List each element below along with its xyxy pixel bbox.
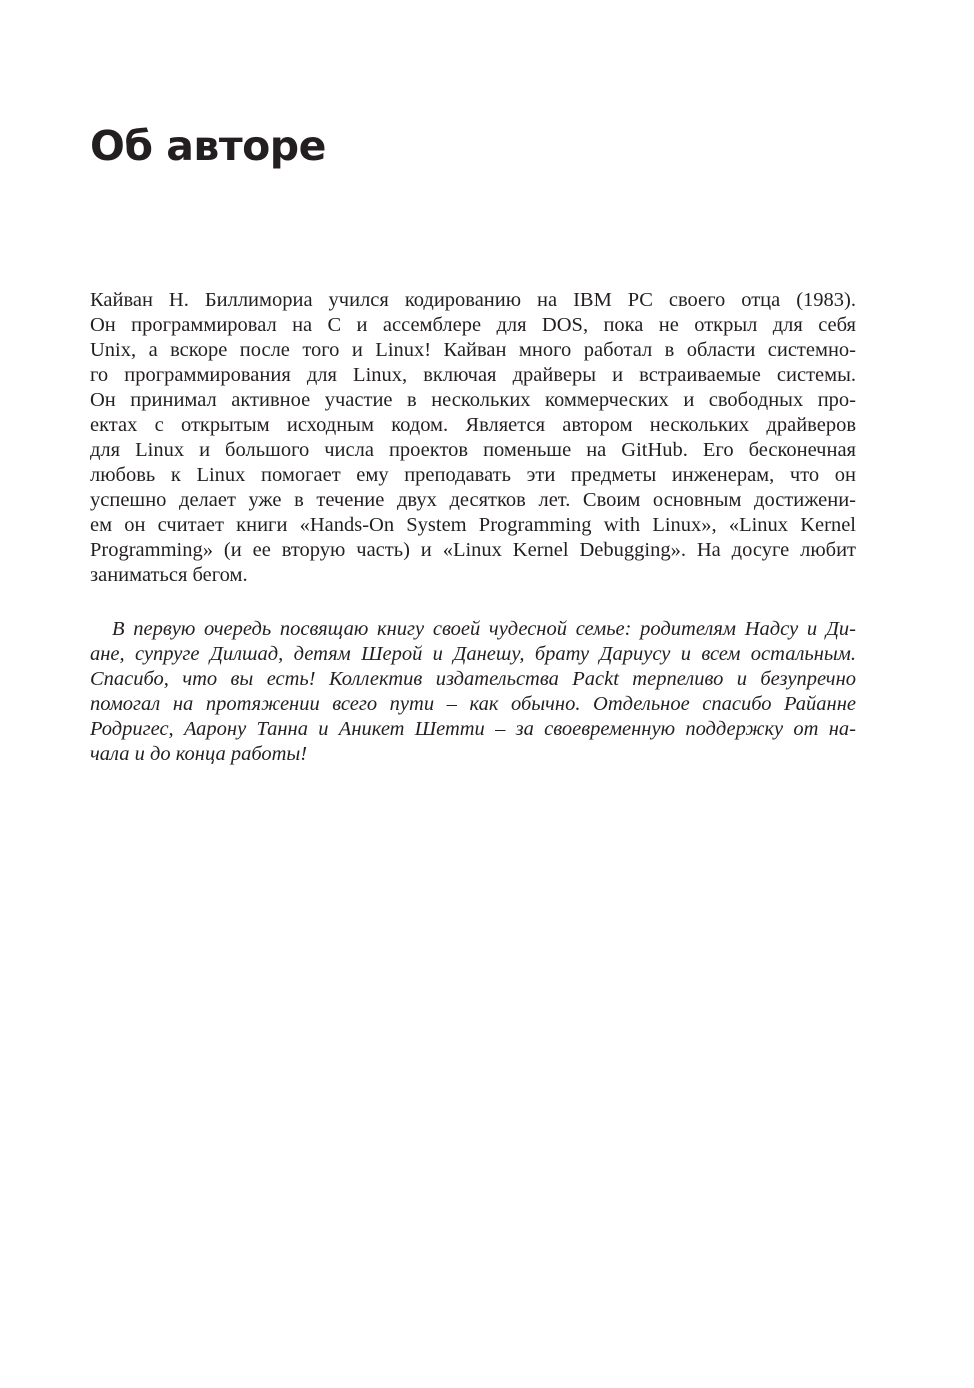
dedication-line: помогал на протяжении всего пути – как обычно. Отдельное спасибо Райанне: [90, 693, 856, 715]
dedication-line: ане, супруге Дилшад, детям Шерой и Данешу, брату Дариусу и всем остальным.: [90, 643, 856, 665]
bio-line: заниматься бегом.: [90, 564, 248, 586]
dedication-line: Родригес, Аарону Танна и Аникет Шетти – за своевременную поддержку от на-: [90, 718, 856, 740]
bio-line: Кайван Н. Биллимориа учился кодированию на IBM PC своего отца (1983).: [90, 289, 856, 311]
dedication: [90, 617, 856, 767]
page-title: Об авторе: [90, 122, 326, 170]
author-bio: [90, 288, 856, 588]
bio-line: Он принимал активное участие в нескольких коммерческих и свободных про-: [90, 389, 856, 411]
bio-line: Он программировал на C и ассемблере для DOS, пока не открыл для себя: [90, 314, 856, 336]
dedication-line: В первую очередь посвящаю книгу своей чудесной семье: родителям Надсу и Ди-: [112, 618, 856, 640]
bio-line: го программирования для Linux, включая драйверы и встраиваемые системы.: [90, 364, 856, 386]
bio-line: для Linux и большого числа проектов поменьше на GitHub. Его бесконечная: [90, 439, 856, 461]
dedication-line: Спасибо, что вы есть! Коллектив издательства Packt терпеливо и безупречно: [90, 668, 856, 690]
bio-line: ектах с открытым исходным кодом. Является автором нескольких драйверов: [90, 414, 856, 436]
bio-line: успешно делает уже в течение двух десятков лет. Своим основным достижени-: [90, 489, 856, 511]
bio-line: ем он считает книги «Hands-On System Programming with Linux», «Linux Kernel: [90, 514, 856, 536]
bio-line: любовь к Linux помогает ему преподавать эти предметы инженерам, что он: [90, 464, 856, 486]
bio-line: Unix, а вскоре после того и Linux! Кайван много работал в области системно-: [90, 339, 856, 361]
bio-line: Programming» (и ее вторую часть) и «Linux Kernel Debugging». На досуге любит: [90, 539, 856, 561]
dedication-line: чала и до конца работы!: [90, 743, 308, 765]
